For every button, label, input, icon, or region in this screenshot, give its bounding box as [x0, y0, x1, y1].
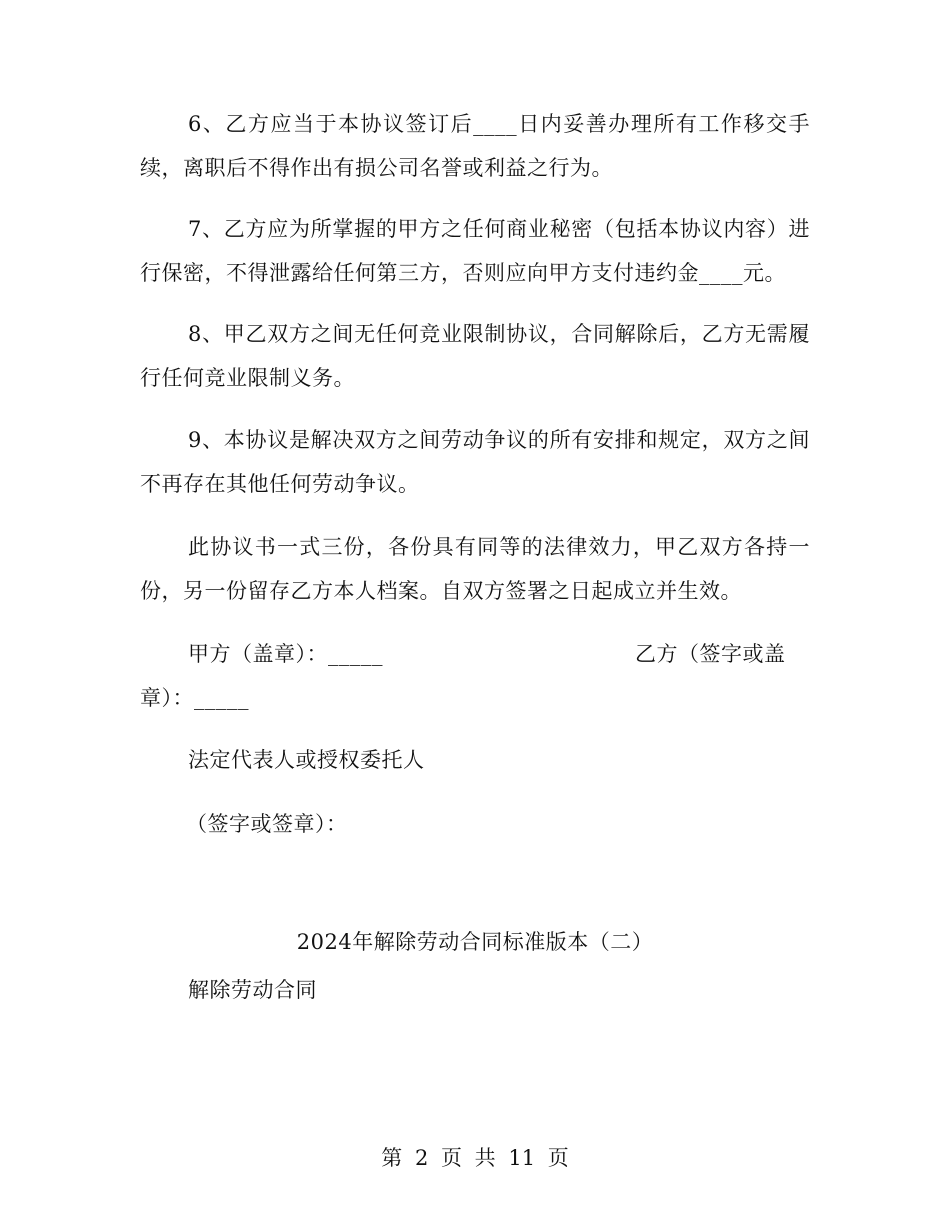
page-number: 第 2 页 共 11 页: [381, 1146, 569, 1170]
section-subtitle: 解除劳动合同: [188, 978, 317, 1002]
clause-7: 7、乙方应为所掌握的甲方之任何商业秘密（包括本协议内容）进行保密，不得泄露给任何第三方，否则应向甲方支付违约金____元。: [140, 217, 810, 285]
party-b-signature-continued: 章）：_____: [140, 686, 249, 710]
clause-9: 9、本协议是解决双方之间劳动争议的所有安排和规定，双方之间不再存在其他任何劳动争议。: [140, 428, 810, 496]
signature-block: [140, 632, 810, 720]
legal-representative-label: 法定代表人或授权委托人: [188, 748, 425, 772]
sign-or-seal-label: （签字或签章）：: [186, 812, 348, 836]
section-title: 2024年解除劳动合同标准版本（二）: [296, 930, 654, 954]
party-a-signature: 甲方（盖章）：_____: [188, 642, 383, 666]
clause-6: 6、乙方应当于本协议签订后____日内妥善办理所有工作移交手续，离职后不得作出有损公司名誉或利益之行为。: [140, 112, 810, 180]
validity-clause: 此协议书一式三份，各份具有同等的法律效力，甲乙双方各持一份，另一份留存乙方本人档案。自双方签署之日起成立并生效。: [140, 535, 810, 603]
clause-8: 8、甲乙双方之间无任何竞业限制协议，合同解除后，乙方无需履行任何竞业限制义务。: [140, 322, 810, 390]
party-b-signature: 乙方（签字或盖: [635, 642, 786, 666]
